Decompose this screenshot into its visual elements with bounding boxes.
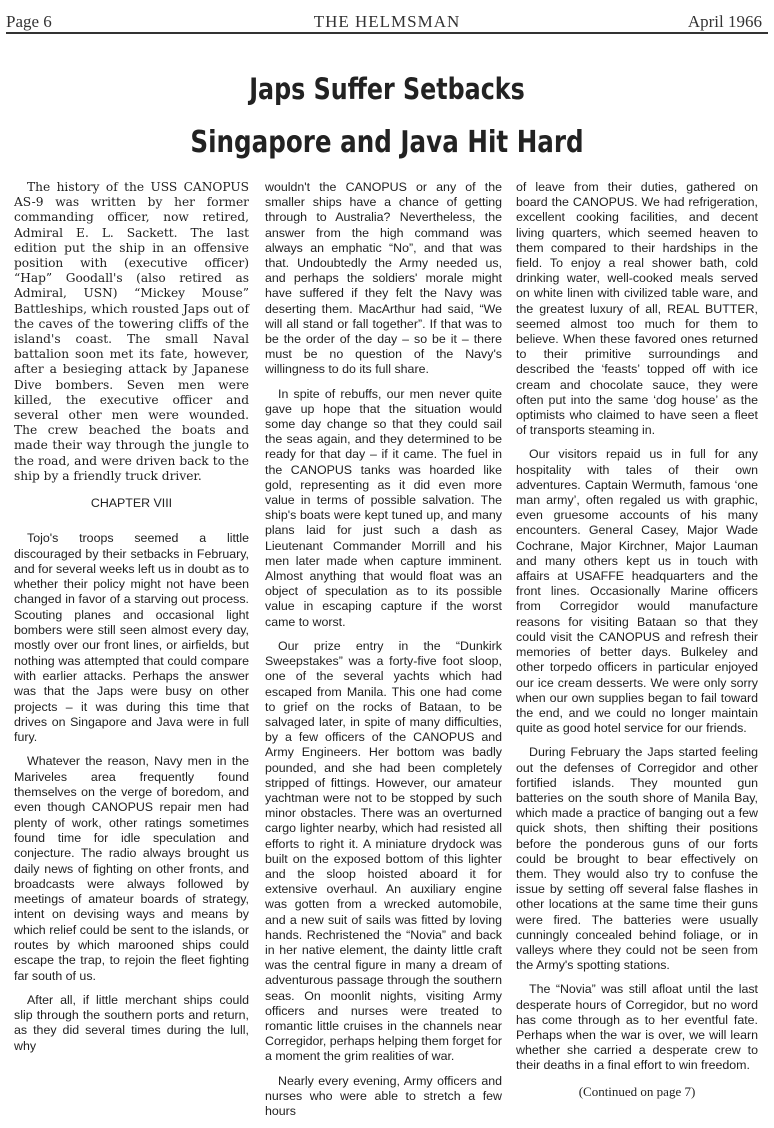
paragraph: Nearly every evening, Army officers and nurses who were able to stretch a few hours xyxy=(265,1073,502,1118)
chapter-heading: CHAPTER VIII xyxy=(90,496,173,511)
running-head xyxy=(6,10,768,34)
paragraph: wouldn't the CANOPUS or any of the smaller ships have a chance of getting through to Australia? Nevertheless, the answer from the high command was always an emphatic “No”, and that was that. Undoubtedly the Army needed us, and perhaps the soldiers' morale might have suffered if they felt the Navy was deserting them. MacArthur had said, “We will all stand or fall together”. If that was to be the order of the day – so be it – there must be no question of the Navy's willingness to do its full share. xyxy=(265,180,502,377)
paragraph: The history of the USS CANOPUS AS-9 was written by her former commanding officer, now retired, Admiral E. L. Sackett. The last edition put the ship in an offensive position with (executive officer) “Hap” Goodall's (also retired as Admiral, USN) “Mickey Mouse” Battleships, which rousted Japs out of the caves of the towering cliffs of the island's coast. The small Naval battalion soon met its fate, however, after a besieging attack by Japanese Dive bombers. Seven men were killed, the executive officer and several other men were wounded. The crew beached the boats and made their way through the jungle to the road, and were driven back to the ship by a friendly truck driver. xyxy=(14,180,249,483)
paragraph: Tojo's troops seemed a little discouraged by their setbacks in February, and for several weeks left us in doubt as to whether their policy might not have been changed in favor of a starving out process. Scouting planes and occasional light bombers were still seen almost every day, mostly over our front lines, or airfields, but nothing was attempted that could compare with earlier attacks. Perhaps the answer was that the Japs were busy on other projects – it was during this time that drives on Singapore and Java were in full fury. xyxy=(14,531,249,745)
page-number: Page 6 xyxy=(6,12,52,31)
paragraph: Whatever the reason, Navy men in the Mariveles area frequently found themselves on the verge of boredom, and even though CANOPUS repair men had plenty of work, other ratings sometimes found time for idle speculation and conjecture. The radio always brought us daily news of fighting on other fronts, and broadcasts were always followed by meetings of amateur boards of strategy, intent on devising ways and means by which relief could be sent to the islands, or routes by which marooned ships could escape the trap, to rejoin the fleet fighting far south of us. xyxy=(14,754,249,983)
headline-line-2: Singapore and Java Hit Hard xyxy=(190,125,584,160)
paragraph: Our visitors repaid us in full for any hospitality with tales of their own adventures. Captain Wermuth, famous ‘one man army’, often regaled us with graphic, even gruesome accounts of his many encounters. General Casey, Major Wade Cochrane, Major Kirchner, Major Lauman and many others kept us in touch with affairs at USAFFE headquarters and the front lines. Occasionally Marine officers from Corregidor would manufacture reasons for visiting Bataan so that they could visit the CANOPUS and refresh their memories of better days. Bulkeley and other torpedo officers in particular enjoyed our ice cream desserts. We were only sorry when our own supplies began to fail toward the end, and we could no longer maintain quite as good hotel service for our friends. xyxy=(516,447,758,736)
continued-note: (Continued on page 7) xyxy=(578,1083,696,1099)
publication-title: THE HELMSMAN xyxy=(313,12,461,31)
column-1-body xyxy=(14,531,249,1054)
paragraph: Our prize entry in the “Dunkirk Sweepstakes” was a forty-five foot sloop, one of the several yachts which had escaped from Manila. This one had come to grief on the rocks of Bataan, to be salvaged later, in spite of many difficulties, by a few officers of the CANOPUS and Army Engineers. Her bottom was badly pounded, and she had been completely stripped of fittings. However, our amateur yachtman were not to be stopped by such minor obstacles. There was an overturned cargo lighter nearby, which had resisted all efforts to right it. A miniature drydock was built on the exposed bottom of this lighter and the sloop hoisted aboard it for extensive overhaul. An auxiliary engine was gotten from a wrecked automobile, and a new suit of sails was fitted by loving hands. Rechristened the “Novia” and back in her native element, the dainty little craft was the central figure in many a dream of adventurous passage through the southern seas. On moonlit nights, visiting Army officers and nurses were treated to romantic little cruises in the channels near Corregidor, perhaps helping them forget for a moment the grim realities of war. xyxy=(265,638,502,1064)
paragraph: of leave from their duties, gathered on board the CANOPUS. We had refrigeration, excellent cooking facilities, and decent living quarters, which seemed heaven to them compared to their hardships in the field. To enjoy a real shower bath, cold drinking water, well-cooked meals served on white linen with civilized table ware, and the greatest luxury of all, REAL BUTTER, seemed almost too much for them to believe. When these favored ones returned to their primitive surroundings and described the ‘feasts’ topped off with ice cream and chocolate sauce, they were often put into the same ‘dog house’ as the optimists who claimed to have seen a fleet of transports steaming in. xyxy=(516,180,758,438)
issue-date: April 1966 xyxy=(687,12,762,31)
paragraph: During February the Japs started feeling out the defenses of Corregidor and other fortified islands. They mounted gun batteries on the south shore of Manila Bay, which made a practice of banging out a few quick shots, then shifting their positions before the ponderous guns of our forts could be brought to bear effectively on them. They would also try to confuse the issue by setting off several false flashes in other locations at the same time their guns were fired. The batteries were usually cunningly concealed behind foliage, or in valleys where they could not be seen from the Army's spotting stations. xyxy=(516,745,758,973)
paragraph: The “Novia” was still afloat until the last desperate hours of Corregidor, but no word has come through as to her eventful fate. Perhaps when the war is over, we will learn whether she carried a desperate crew to their deaths in a final effort to win freedom. xyxy=(516,982,758,1073)
column-2 xyxy=(265,180,502,1128)
column-3 xyxy=(516,180,758,1099)
paragraph: After all, if little merchant ships could slip through the southern ports and return, as they did several times during the lull, why xyxy=(14,992,249,1053)
paragraph: In spite of rebuffs, our men never quite gave up hope that the situation would some day change so that they could sail the seas again, and they determined to be ready for that day – if it came. The fuel in the CANOPUS tanks was hoarded like gold, representing as it did even more value in terms of possible salvation. The ship's boats were kept tuned up, and many plans laid for just such a dash as Lieutenant Commander Morrill and his men later made when capture imminent. Almost anything that would float was an object of speculation as to its possible value in escaping capture if the worst came to worst. xyxy=(265,386,502,629)
column-1 xyxy=(14,180,249,1063)
headline-line-1: Japs Suffer Setbacks xyxy=(249,72,525,106)
